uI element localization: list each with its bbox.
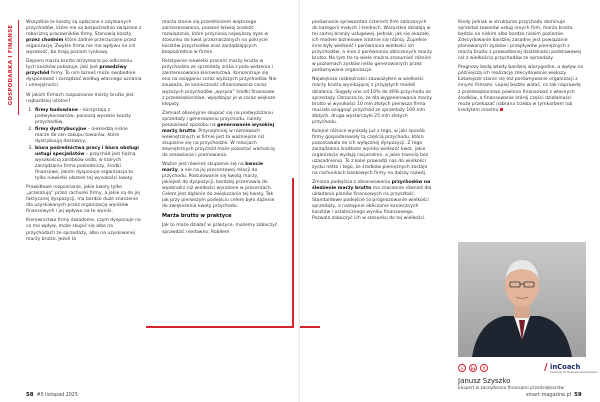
paragraph: marża stanie się przedmiotem większego zainteresowania, pozwoli łatwiej znaleźć rozwiązania, które przyniosą najwyższy zysk w stosunku do kwot przeznaczonych na pokrycie kosztów przychodów oraz zarządzających bezpośrednio w firmie. <box>162 20 269 56</box>
list-item: 3. biura pośrednictwa pracy i biura obsługi ustugi specjalistów – przychód jest tiężną wysokością zarobków osób, w których zarządzaniu firma pośredniczy, środki finansowe, jakimi dysponuje organizacja to tylko niewielki ułamek tej wysokości kwoty. <box>34 146 142 182</box>
paragraph: Kolejne różnice wynikały już z tego, w jaki sposób firmy gospodarowały tą częścią przychodu, która pozostawała do ich wyłącznej dyspozycji. Z tego zarządzania środkami wynika wielkość kwot, jakie organizacje wydają racjonalnie, a jakie trwonią bez uzasadnienia. To z kolei prowadzi nas do wielkości zysku netto i tego, że środków pieniężnych zostaje na rachunkach bankowych firmy na dalszy rozwój. <box>312 128 429 177</box>
footer-right: smart-magazine.pl 59 <box>526 392 582 398</box>
subheading: Marża brutto w praktyce <box>162 213 232 220</box>
author-role: Ekspert w zarządzaniu finansami przedsiębiorstw <box>458 386 565 391</box>
paragraph: Prognozy będą wtedy bardziej wiarygodne, a wpływ na późniejszą ich realizację zdecydowanie większy. Łatwiejsze stanie się też porównywanie organizacji z innymi firmami. Lepiej będzie widać, co tak naprawdę z przedsiębiorstwo powinno finansować z własnych środków, a finansowanie której części działalności może przekazać nabrana trzeba w tymkarbem lub kredytem innemu <box>458 65 584 113</box>
author-photo <box>458 242 586 357</box>
paragraph: Ważne jest również skupienie się na kwocie marży, a nie na jej procentowej relacji do przychodu. Postulowanie się kwotą marży, jakiejest do dyspozycji, bardziej przemawia do wyobraźni niż wielkości wyrażone w procentach. Celem jest dążenie do zwiększania tej kwoty. Tak jak przy pierwszym podejściu celem było dążenie do zwiększenia kwoty przychodu. <box>162 162 275 210</box>
incoach-logo: / inCoach Coaching for Business Development <box>544 362 598 374</box>
paragraph: Jak to może działać w praktyce, możemy zobaczyć sprawdzić niedawno. Robiłem <box>162 223 278 235</box>
list-item: 2. firmy dystrybucyjne – niekiedzą niskie marże do cen zakupu towarów, które dystrybuują dostawcy, <box>34 127 142 145</box>
paragraph: Zamiast obsesyjnie skupiać się na podwyższaniu sprzedaży i generowaniu przychodu, należy poszukiwać sposobu na generowanie wysokiej marży brutto. Przynajmniej w rozmowach wewnętrznych w firmie jest to ważniejsze niż skupianie się na przychodzie. W relacjach zewnętrznych przychód może pozostać wartością do omawiania i promowania. <box>162 110 275 158</box>
section-bar <box>18 20 19 115</box>
column-1 <box>26 20 142 246</box>
paragraph: Kierownictwo firmy świadome, czym dysponuje na co ma wpływ, może skupić się albo na przychodach ze sprzedaży, albo na uzyskiwanej marży brutto. Jeżeli to <box>26 218 141 242</box>
paragraph: Wszystkie te koszty są opłacane z uzyskanych przychodów, które nie są bezpośrednio związane z robocizną pracowników firmy. Stanowią koszty przez chodnim które żadnie przerzucane przez organizację. Zwykle firma nie ma wpływu na ich wysokość, bo mają poziom rynkowy. <box>26 20 142 56</box>
paragraph: Prawidłowe rozpoznanie, jakie kwoty tylko „przelatują” przez rachunki firmy, a jakie są do jej faktycznej dyspozycji, ma bardzo duże znaczenie dla uzyskiwanych przez organizację wyników finansowych i jej wpływu na te wyniki. <box>26 185 140 215</box>
facebook-icon[interactable]: f <box>480 364 488 372</box>
footer-left: 58 #5 listopad 2025 <box>26 392 78 398</box>
logo-mark-icon: / <box>544 362 548 373</box>
envelope-icon[interactable]: ✉ <box>458 364 466 372</box>
decorative-red-frame <box>146 178 294 328</box>
right-page <box>300 0 600 402</box>
column-4 <box>458 20 584 117</box>
paragraph: Relatywnie niewielki procent marży brutto w przychodzie ze sprzedaży znika z pola widzenia i zainteresowania kierownictwa. Koncentruje się ono na osiąganiu coraz wyższych przychodów. Nie zauważa, że konieczność sfinansowania coraz wyższych przychodów „wysysa” środki finansowe z przedsiębiorstwa, wpędzając je w coraz większe kłopoty. <box>162 59 277 107</box>
paragraph: Największe rozbieżności zauważyłem w wielkości marży brutto wynikającej z przyjętych modeli działania. Sięgały one od 10% do 40% przychodu ze sprzedaży. Oznacza to, że dla wygenerowania marży brutto w wysokości 10 mln złotych pierwsza firma musiała osiągnąć przychód ze sprzedaży 100 mln złotych, druga wystarczyło 25 mln złotych przychodu. <box>312 77 432 125</box>
end-mark-icon <box>500 108 503 111</box>
section-label: GOSPODARKA I FINANSE <box>8 24 14 106</box>
column-3 <box>312 20 432 226</box>
numbered-list <box>34 108 142 183</box>
linkedin-icon[interactable]: in <box>470 365 476 371</box>
list-item: 1. firmy budowlane – korzystają z podwykonawców, ponoszą wysokie koszty przychodów, <box>34 108 142 126</box>
paragraph: W jakich firmach rozpoznanie marży brutto jest najbardziej istotne? <box>26 92 134 104</box>
portrait-illustration <box>458 242 586 357</box>
paragraph: Zmiana podejścia z obserwowania przychodów na śledzenie marży brutto ma znaczenie również dla układania planów finansowych na przyszłość. Standardowe podejście to prognozowanie wielkości sprzedaży, a następnie obliczanie koniecznych kosztów i ostatecznego wyniku finansowego. Pozwala zobaczyć ich w stosunku do tej wielkości. <box>312 180 432 222</box>
paragraph: Dopiero marża brutto otrzymana po odliczeniu tych kosztów pokazuje, jaki jest prawdziwy przychód firmy. To nim bizneś może swobodnie dysponować i zarządzać według własnego uznania i umiejętności. <box>26 59 142 89</box>
paragraph: porównanie sprawozdań czterech firm zaliczanych do kategorii małych i średnich. Wszystkie działają w tej samej branży usługowej. Jednak, jak się okazało, ich modele biznesowe istotnie się różnią. Zupełnie inne były wielkość i porównania wielkości ich przychodów, a inne z porównania obliczonych marży brutto. Na tym tle ta wiele można zrozumieć różnice w poziomach zysków netto generowanych przez porównywane organizacje. <box>312 20 433 74</box>
paragraph: Kiedy jednak w strukturze przychodu dominuje sprzedaż towarów usług innych firm, marża brutto będzie na niskim albo bardzo niskim poziomie. Zdecydowanie bardziej zasadne jest powiązanie planowanych zysków i przepływów pieniężnych z marżą brutto z prowadzonej działalności podstawowej niż z wielkością przychodów ze sprzedaży. <box>458 20 582 62</box>
author-name: Janusz Szyszko <box>458 377 511 385</box>
